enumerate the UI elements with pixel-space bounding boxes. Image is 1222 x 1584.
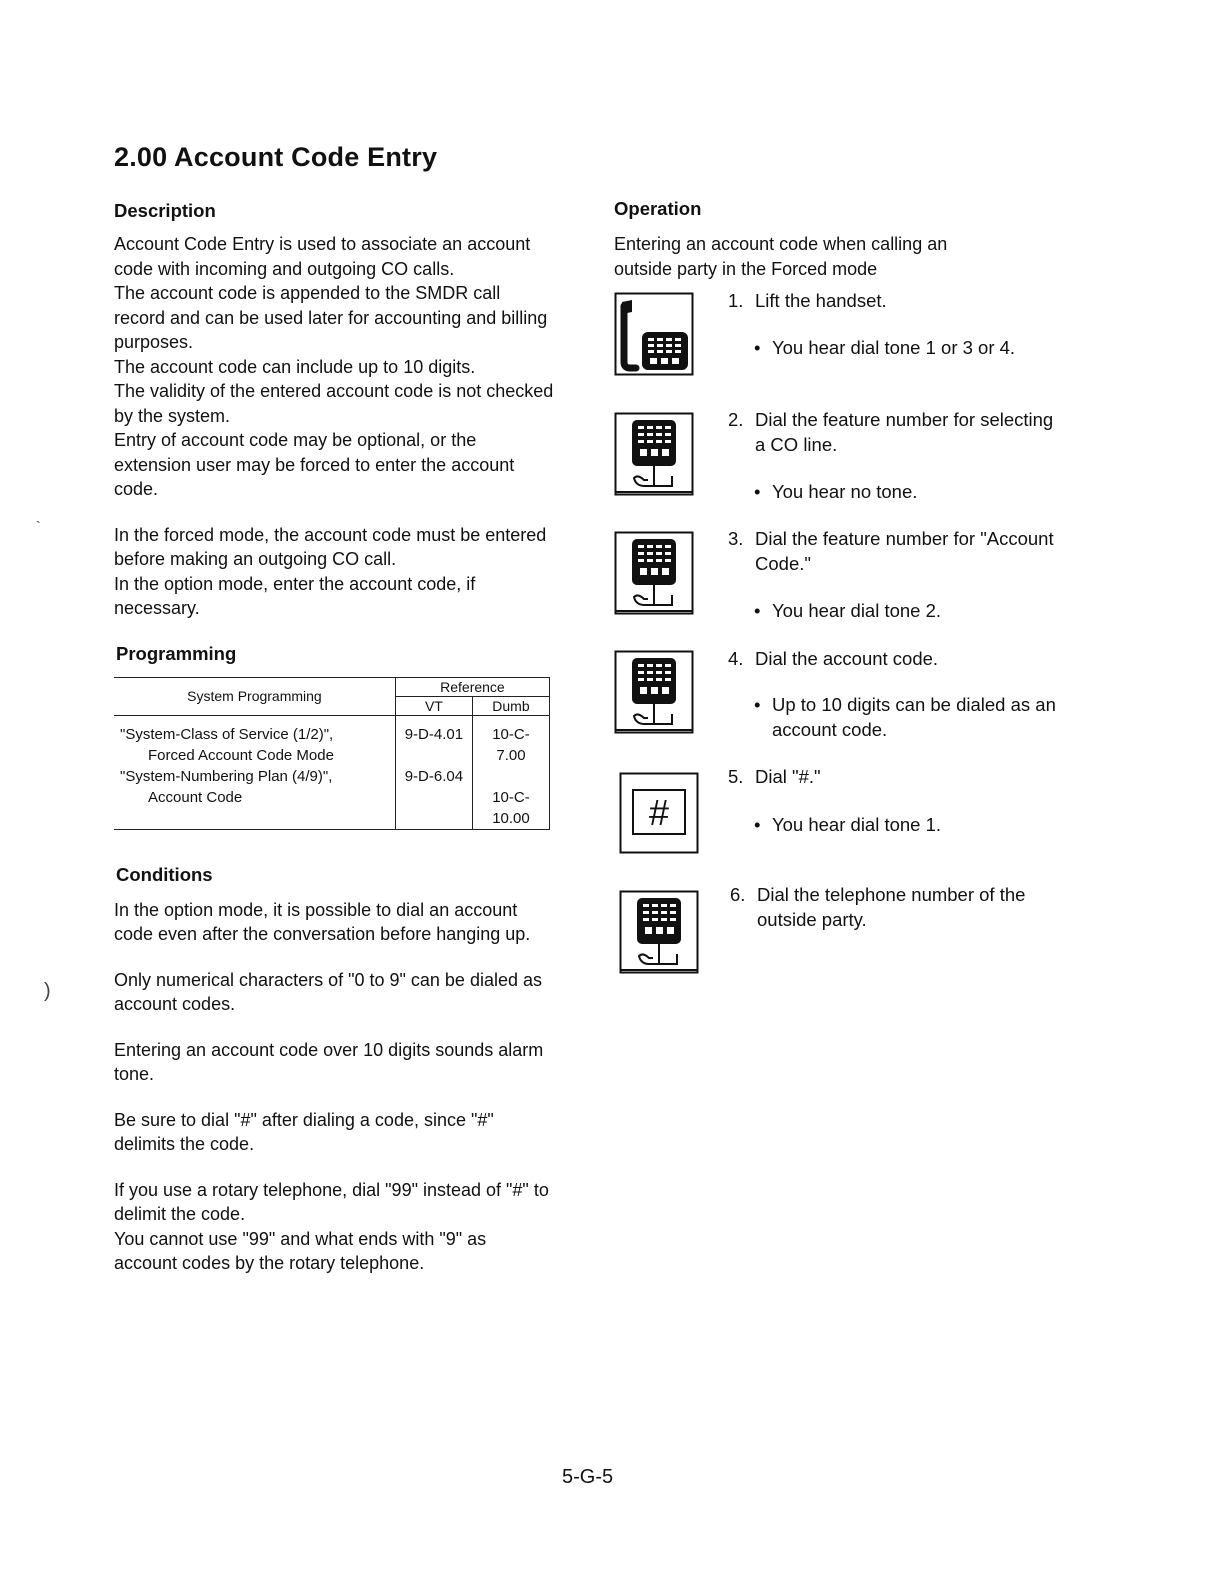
step-number: 2. bbox=[728, 409, 744, 430]
description-paragraph: The account code can include up to 10 digits. bbox=[114, 356, 476, 377]
row-1-dumb-ref: 10-C-7.00 bbox=[492, 725, 530, 764]
step-text: Lift the handset. bbox=[755, 290, 887, 311]
description-paragraph: Entry of account code may be optional, or the extension user may be forced to enter the account code. bbox=[114, 430, 515, 499]
table-row bbox=[114, 715, 550, 829]
description-paragraph: Account Code Entry is used to associate an account code with incoming and outgoing CO calls. bbox=[114, 234, 531, 279]
step-number: 3. bbox=[728, 528, 744, 549]
conditions-paragraph: If you use a rotary telephone, dial "99" instead of "#" to delimit the code. bbox=[114, 1179, 549, 1224]
row-2-vt-ref: 9-D-6.04 bbox=[404, 767, 464, 785]
bullet-icon: • bbox=[754, 481, 761, 502]
row-1-vt-ref: 9-D-4.01 bbox=[404, 725, 464, 743]
conditions-heading: Conditions bbox=[116, 863, 213, 885]
conditions-paragraph: You cannot use "99" and what ends with "9" as account codes by the rotary telephone. bbox=[114, 1228, 487, 1273]
programming-heading: Programming bbox=[116, 642, 237, 664]
operation-heading: Operation bbox=[614, 198, 702, 219]
row-1-subsetting: Forced Account Code Mode bbox=[148, 746, 334, 764]
step-text: Dial the account code. bbox=[755, 648, 939, 669]
description-heading: Description bbox=[114, 200, 216, 221]
left-column bbox=[114, 200, 554, 1276]
row-2-dumb-ref: 10-C-10.00 bbox=[492, 788, 530, 827]
step-number: 1. bbox=[728, 290, 744, 311]
bullet-icon: • bbox=[754, 337, 761, 358]
step-text: Dial "#." bbox=[755, 766, 821, 787]
vt-header: VT bbox=[395, 696, 472, 715]
keypad-dial-icon bbox=[614, 650, 694, 739]
bullet-icon: • bbox=[754, 600, 761, 621]
step-text: Dial the feature number for selecting a CO line. bbox=[755, 409, 1054, 455]
description-paragraph: The validity of the entered account code is not checked by the system. bbox=[114, 381, 554, 426]
system-programming-header: System Programming bbox=[114, 677, 395, 715]
row-1-setting: "System-Class of Service (1/2)", bbox=[120, 725, 334, 743]
hash-key-icon bbox=[619, 772, 699, 859]
hash-symbol: # bbox=[648, 792, 670, 833]
bullet-icon: • bbox=[754, 694, 761, 715]
page-number: 5-G-5 bbox=[562, 1466, 614, 1488]
description-paragraph: In the option mode, enter the account code, if necessary. bbox=[114, 573, 476, 618]
operation-intro: Entering an account code when calling an outside party in the Forced mode bbox=[614, 234, 948, 279]
reference-header: Reference bbox=[395, 677, 549, 696]
operation-steps: 1. Lift the handset. • You hear dial tone 1 or 3 or 4. 2. Dial the feature number for selecting a CO line. • You hear no tone. 3. Dial the feature number for "Account Code." • You hear dial tone 2. 4. Dial the account code. • Up to 10 digits can be dialed as an account code. # 5. Dial "#." • You hear dial tone 1. 6. Dial the telephone number of the outside party. bbox=[614, 0, 1174, 1584]
step-number: 6. bbox=[730, 884, 746, 905]
row-2-setting: "System-Numbering Plan (4/9)", bbox=[120, 767, 333, 785]
keypad-dial-icon bbox=[619, 890, 699, 979]
step-number: 5. bbox=[728, 766, 744, 787]
bullet-icon: • bbox=[754, 814, 761, 835]
conditions-paragraph: In the option mode, it is possible to dial an account code even after the conversation before hanging up. bbox=[114, 899, 531, 944]
step-number: 4. bbox=[728, 648, 744, 669]
description-paragraph: In the forced mode, the account code must be entered before making an outgoing CO call. bbox=[114, 524, 547, 569]
programming-table bbox=[114, 677, 550, 830]
dumb-header: Dumb bbox=[472, 696, 549, 715]
row-2-subsetting: Account Code bbox=[148, 788, 243, 806]
keypad-dial-icon bbox=[614, 412, 694, 501]
step-text: Dial the telephone number of the outside party. bbox=[757, 884, 1026, 930]
conditions-paragraph: Be sure to dial "#" after dialing a code, since "#" delimits the code. bbox=[114, 1109, 494, 1154]
page-title: 2.00 Account Code Entry bbox=[114, 142, 438, 172]
step-text: Dial the feature number for "Account Code." bbox=[755, 528, 1054, 574]
conditions-paragraph: Entering an account code over 10 digits sounds alarm tone. bbox=[114, 1039, 544, 1084]
handset-off-hook-icon bbox=[614, 292, 694, 381]
conditions-paragraph: Only numerical characters of "0 to 9" can be dialed as account codes. bbox=[114, 969, 543, 1014]
description-paragraph: The account code is appended to the SMDR call record and can be used later for accounting and billing purposes. bbox=[114, 283, 548, 352]
keypad-dial-icon bbox=[614, 531, 694, 620]
